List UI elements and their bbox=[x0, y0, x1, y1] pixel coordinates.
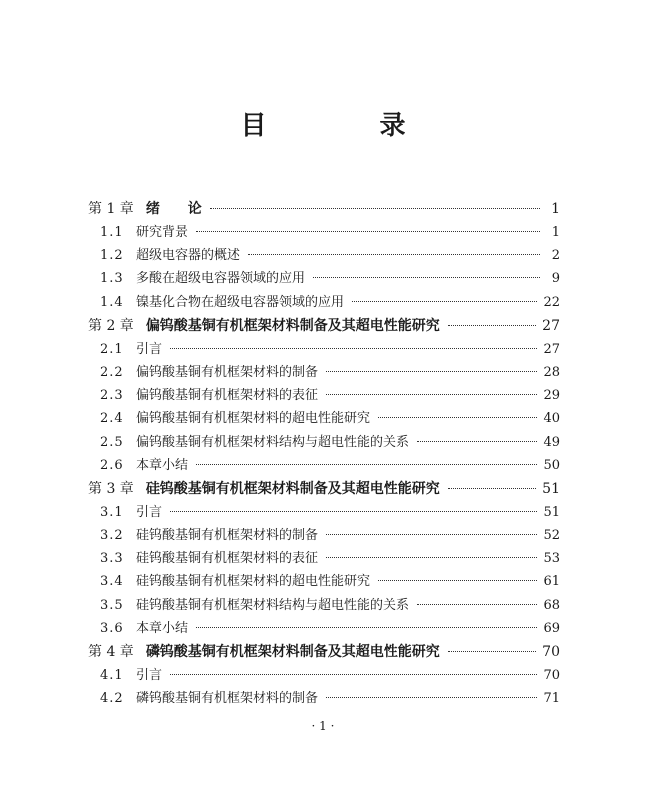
toc-entry-page: 51 bbox=[543, 504, 560, 520]
table-of-contents bbox=[88, 197, 560, 710]
toc-entry-title: 引言 bbox=[136, 668, 163, 683]
toc-entry-number: 4.1 bbox=[100, 668, 124, 683]
toc-entry-title: 多酸在超级电容器领域的应用 bbox=[136, 271, 306, 287]
toc-leader-dots bbox=[196, 464, 537, 465]
toc-section-entry[interactable] bbox=[88, 664, 560, 687]
toc-entry-title: 偏钨酸基铜有机框架材料的制备 bbox=[136, 364, 319, 380]
toc-entry-page: 70 bbox=[542, 644, 560, 660]
toc-leader-dots bbox=[313, 277, 540, 278]
toc-section-entry[interactable] bbox=[88, 431, 560, 454]
toc-entry-title: 绪 论 bbox=[145, 201, 202, 217]
toc-leader-dots bbox=[248, 254, 540, 255]
toc-leader-dots bbox=[326, 371, 537, 372]
toc-entry-title: 偏钨酸基铜有机框架材料的超电性能研究 bbox=[136, 411, 371, 427]
toc-entry-title: 本章小结 bbox=[136, 457, 189, 473]
toc-entry-number: 第 3 章 bbox=[88, 480, 134, 497]
toc-entry-title: 引言 bbox=[136, 504, 163, 520]
toc-entry-number: 1.3 bbox=[100, 271, 124, 287]
toc-section-entry[interactable] bbox=[88, 524, 560, 547]
toc-entry-number: 第 2 章 bbox=[88, 317, 134, 334]
toc-entry-number: 3.2 bbox=[100, 528, 124, 544]
toc-entry-number: 2.4 bbox=[100, 411, 124, 427]
toc-entry-title: 磷钨酸基铜有机框架材料的制备 bbox=[136, 691, 319, 707]
toc-entry-title: 本章小结 bbox=[136, 620, 189, 636]
toc-section-entry[interactable] bbox=[88, 244, 560, 267]
toc-entry-number: 第 1 章 bbox=[88, 201, 134, 217]
toc-entry-page: 1 bbox=[551, 201, 560, 217]
toc-entry-number: 2.3 bbox=[100, 388, 124, 404]
toc-section-entry[interactable] bbox=[88, 454, 560, 477]
toc-leader-dots bbox=[326, 534, 537, 535]
toc-entry-page: 70 bbox=[543, 668, 560, 683]
toc-leader-dots bbox=[417, 441, 537, 442]
toc-entry-title: 硅钨酸基铜有机框架材料制备及其超电性能研究 bbox=[145, 480, 440, 497]
toc-entry-page: 28 bbox=[543, 364, 560, 380]
toc-section-entry[interactable] bbox=[88, 570, 560, 593]
toc-entry-title: 硅钨酸基铜有机框架材料的超电性能研究 bbox=[136, 574, 371, 590]
toc-section-entry[interactable] bbox=[88, 221, 560, 244]
toc-section-entry[interactable] bbox=[88, 617, 560, 640]
toc-entry-number: 2.2 bbox=[100, 364, 124, 380]
toc-leader-dots bbox=[448, 651, 536, 652]
toc-chapter-entry[interactable] bbox=[88, 477, 560, 501]
toc-leader-dots bbox=[196, 231, 540, 232]
toc-leader-dots bbox=[326, 557, 537, 558]
toc-entry-title: 引言 bbox=[136, 341, 163, 357]
toc-entry-title: 偏钨酸基铜有机框架材料制备及其超电性能研究 bbox=[145, 317, 440, 334]
toc-entry-page: 29 bbox=[543, 388, 560, 404]
toc-entry-title: 镍基化合物在超级电容器领域的应用 bbox=[136, 294, 345, 310]
toc-leader-dots bbox=[170, 674, 537, 675]
toc-entry-page: 27 bbox=[543, 341, 560, 357]
toc-leader-dots bbox=[210, 208, 540, 209]
toc-leader-dots bbox=[326, 697, 537, 698]
toc-leader-dots bbox=[352, 301, 537, 302]
toc-entry-number: 4.2 bbox=[100, 691, 124, 707]
toc-leader-dots bbox=[326, 394, 537, 395]
toc-entry-number: 2.6 bbox=[100, 457, 124, 473]
toc-section-entry[interactable] bbox=[88, 361, 560, 384]
toc-section-entry[interactable] bbox=[88, 407, 560, 430]
toc-leader-dots bbox=[417, 604, 537, 605]
toc-section-entry[interactable] bbox=[88, 594, 560, 617]
toc-entry-page: 51 bbox=[542, 480, 560, 497]
toc-entry-title: 研究背景 bbox=[136, 225, 189, 240]
toc-entry-number: 2.5 bbox=[100, 434, 124, 450]
toc-entry-title: 超级电容器的概述 bbox=[136, 248, 241, 264]
toc-leader-dots bbox=[170, 348, 537, 349]
toc-entry-title: 偏钨酸基铜有机框架材料的表征 bbox=[136, 388, 319, 404]
toc-chapter-entry[interactable] bbox=[88, 314, 560, 338]
toc-entry-page: 49 bbox=[543, 434, 560, 450]
toc-leader-dots bbox=[196, 627, 537, 628]
toc-section-entry[interactable] bbox=[88, 547, 560, 570]
toc-entry-page: 52 bbox=[543, 528, 560, 544]
toc-leader-dots bbox=[378, 580, 537, 581]
toc-leader-dots bbox=[448, 325, 536, 326]
toc-entry-page: 40 bbox=[543, 411, 560, 427]
toc-entry-number: 1.2 bbox=[100, 248, 124, 264]
toc-entry-page: 9 bbox=[551, 271, 560, 287]
toc-leader-dots bbox=[378, 417, 537, 418]
toc-section-entry[interactable] bbox=[88, 384, 560, 407]
toc-entry-title: 硅钨酸基铜有机框架材料结构与超电性能的关系 bbox=[136, 597, 410, 613]
toc-entry-page: 2 bbox=[551, 248, 560, 264]
page-number-footer: · 1 · bbox=[311, 719, 335, 733]
toc-section-entry[interactable] bbox=[88, 501, 560, 524]
toc-section-entry[interactable] bbox=[88, 267, 560, 290]
toc-entry-number: 2.1 bbox=[100, 341, 124, 357]
toc-section-entry[interactable] bbox=[88, 687, 560, 710]
toc-chapter-entry[interactable] bbox=[88, 640, 560, 664]
toc-entry-title: 磷钨酸基铜有机框架材料制备及其超电性能研究 bbox=[145, 644, 440, 660]
page-title: 目 录 bbox=[240, 111, 458, 141]
toc-entry-number: 3.3 bbox=[100, 551, 124, 567]
toc-entry-number: 3.5 bbox=[100, 597, 124, 613]
toc-entry-page: 71 bbox=[543, 691, 560, 707]
toc-entry-page: 53 bbox=[543, 551, 560, 567]
toc-entry-number: 1.4 bbox=[100, 294, 124, 310]
toc-chapter-entry[interactable] bbox=[88, 197, 560, 221]
toc-entry-number: 3.6 bbox=[100, 620, 124, 636]
toc-section-entry[interactable] bbox=[88, 338, 560, 361]
toc-entry-page: 50 bbox=[543, 457, 560, 473]
toc-leader-dots bbox=[170, 511, 537, 512]
toc-entry-title: 硅钨酸基铜有机框架材料的制备 bbox=[136, 528, 319, 544]
toc-entry-number: 1.1 bbox=[100, 225, 124, 240]
toc-entry-page: 68 bbox=[543, 597, 560, 613]
toc-entry-page: 61 bbox=[543, 574, 560, 590]
toc-entry-number: 第 4 章 bbox=[88, 644, 134, 660]
toc-entry-number: 3.1 bbox=[100, 504, 124, 520]
toc-entry-page: 1 bbox=[551, 225, 560, 240]
toc-entry-title: 硅钨酸基铜有机框架材料的表征 bbox=[136, 551, 319, 567]
toc-section-entry[interactable] bbox=[88, 291, 560, 314]
toc-entry-page: 27 bbox=[542, 317, 560, 334]
toc-entry-title: 偏钨酸基铜有机框架材料结构与超电性能的关系 bbox=[136, 434, 410, 450]
toc-entry-page: 69 bbox=[543, 620, 560, 636]
toc-entry-page: 22 bbox=[543, 294, 560, 310]
toc-entry-number: 3.4 bbox=[100, 574, 124, 590]
toc-leader-dots bbox=[448, 488, 536, 489]
